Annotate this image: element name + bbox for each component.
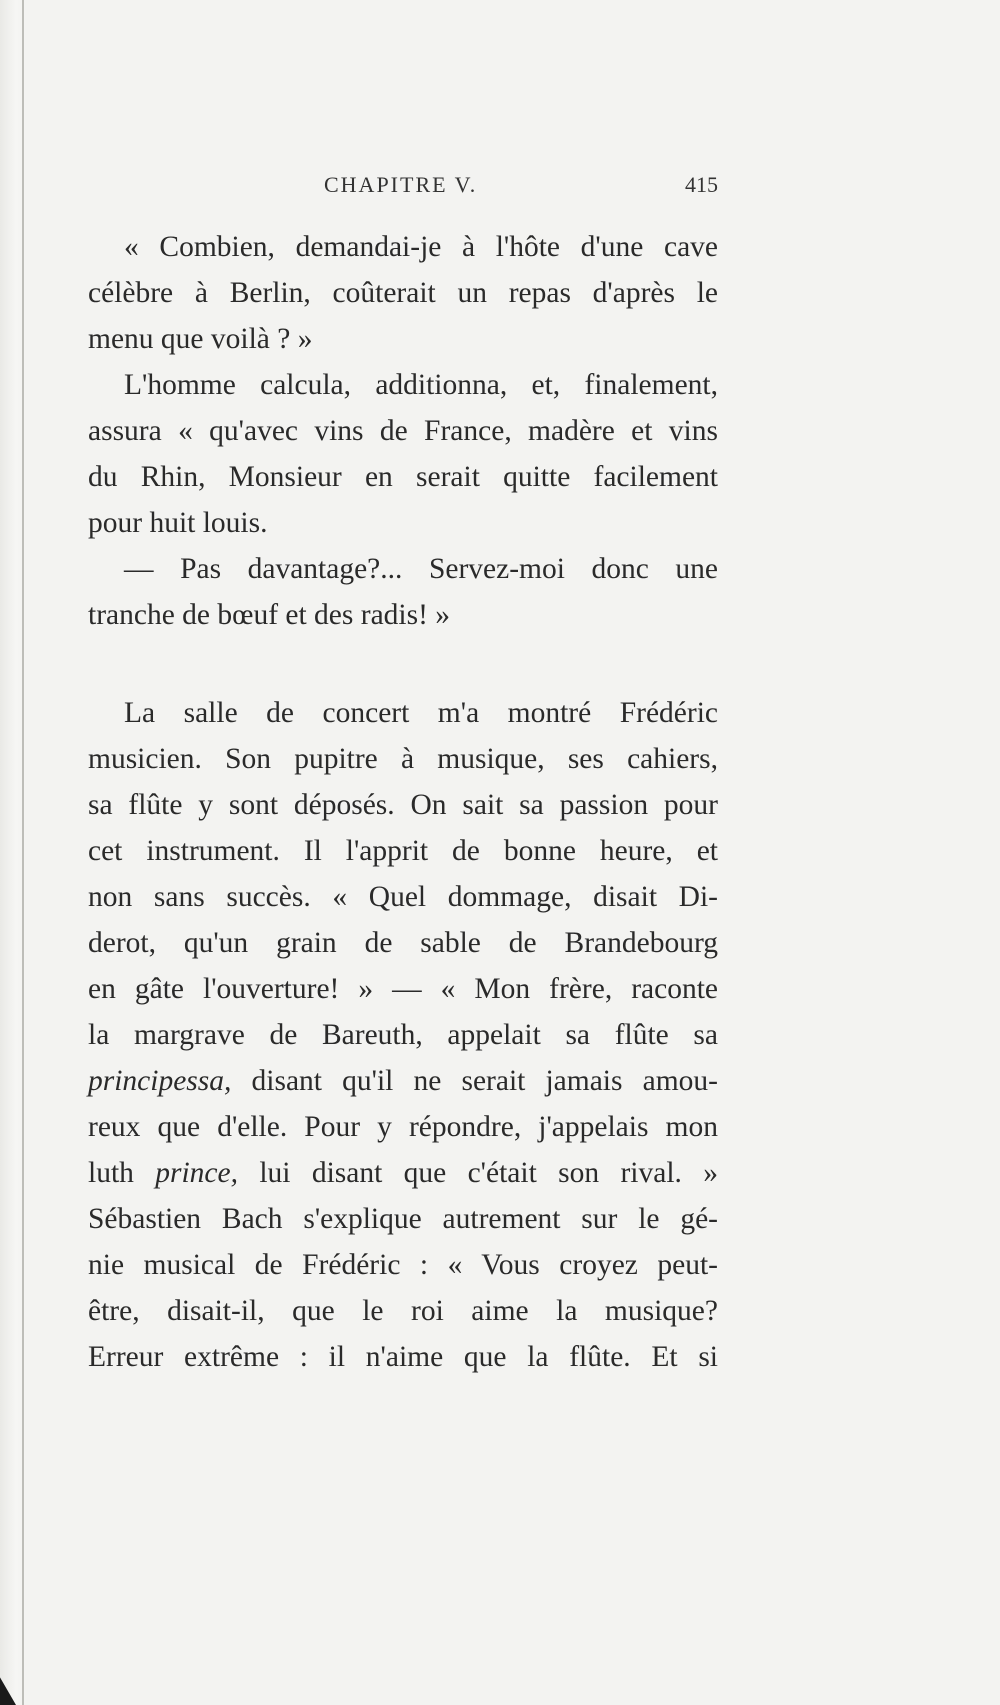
text-fragment: luth [88, 1157, 156, 1189]
text-line: non sans succès. « Quel dommage, disait Di- [88, 881, 718, 913]
text-line: cet instrument. Il l'apprit de bonne heure, et [88, 835, 718, 867]
running-head [88, 172, 718, 202]
text-line: assura « qu'avec vins de France, madère et vins [88, 415, 718, 447]
text-line: « Combien, demandai-je à l'hôte d'une cave [124, 231, 718, 263]
text-line: — Pas davantage?... Servez-moi donc une [124, 553, 718, 585]
text-line: la margrave de Bareuth, appelait sa flûte sa [88, 1019, 718, 1051]
body-text [88, 224, 718, 1380]
text-line: musicien. Son pupitre à musique, ses cahiers, [88, 743, 718, 775]
text-line: Sébastien Bach s'explique autrement sur le gé- [88, 1203, 718, 1235]
text-line: sa flûte y sont déposés. On sait sa passion pour [88, 789, 718, 821]
paragraph-4 [88, 690, 718, 1380]
text-line: du Rhin, Monsieur en serait quitte facilement [88, 461, 718, 493]
text-line: tranche de bœuf et des radis! » [88, 599, 451, 631]
text-fragment: disant qu'il ne serait jamais amou- [231, 1065, 718, 1097]
section-break [88, 638, 718, 690]
paragraph-1 [88, 224, 718, 362]
text-line: en gâte l'ouverture! » — « Mon frère, raconte [88, 973, 718, 1005]
text-line-italic [88, 1150, 718, 1196]
paragraph-2 [88, 362, 718, 546]
text-line: L'homme calcula, additionna, et, finalement, [124, 369, 718, 401]
text-line: reux que d'elle. Pour y répondre, j'appelais mon [88, 1111, 718, 1143]
text-line: Erreur extrême : il n'aime que la flûte. Et si [88, 1341, 718, 1373]
page-number: 415 [685, 172, 718, 197]
chapter-title: CHAPITRE V. [324, 172, 478, 197]
text-line: menu que voilà ? » [88, 323, 313, 355]
paragraph-3 [88, 546, 718, 638]
text-line-italic [88, 1058, 718, 1104]
text-fragment: lui disant que c'était son rival. » [238, 1157, 718, 1189]
text-line: célèbre à Berlin, coûterait un repas d'après le [88, 277, 718, 309]
italic-word: principessa, [88, 1065, 232, 1097]
text-line: nie musical de Frédéric : « Vous croyez peut- [88, 1249, 718, 1281]
text-line: derot, qu'un grain de sable de Brandebourg [88, 927, 718, 959]
italic-word: prince, [155, 1157, 238, 1189]
text-line: pour huit louis. [88, 507, 268, 539]
text-line: La salle de concert m'a montré Frédéric [124, 697, 718, 729]
text-line: être, disait-il, que le roi aime la musique? [88, 1295, 718, 1327]
